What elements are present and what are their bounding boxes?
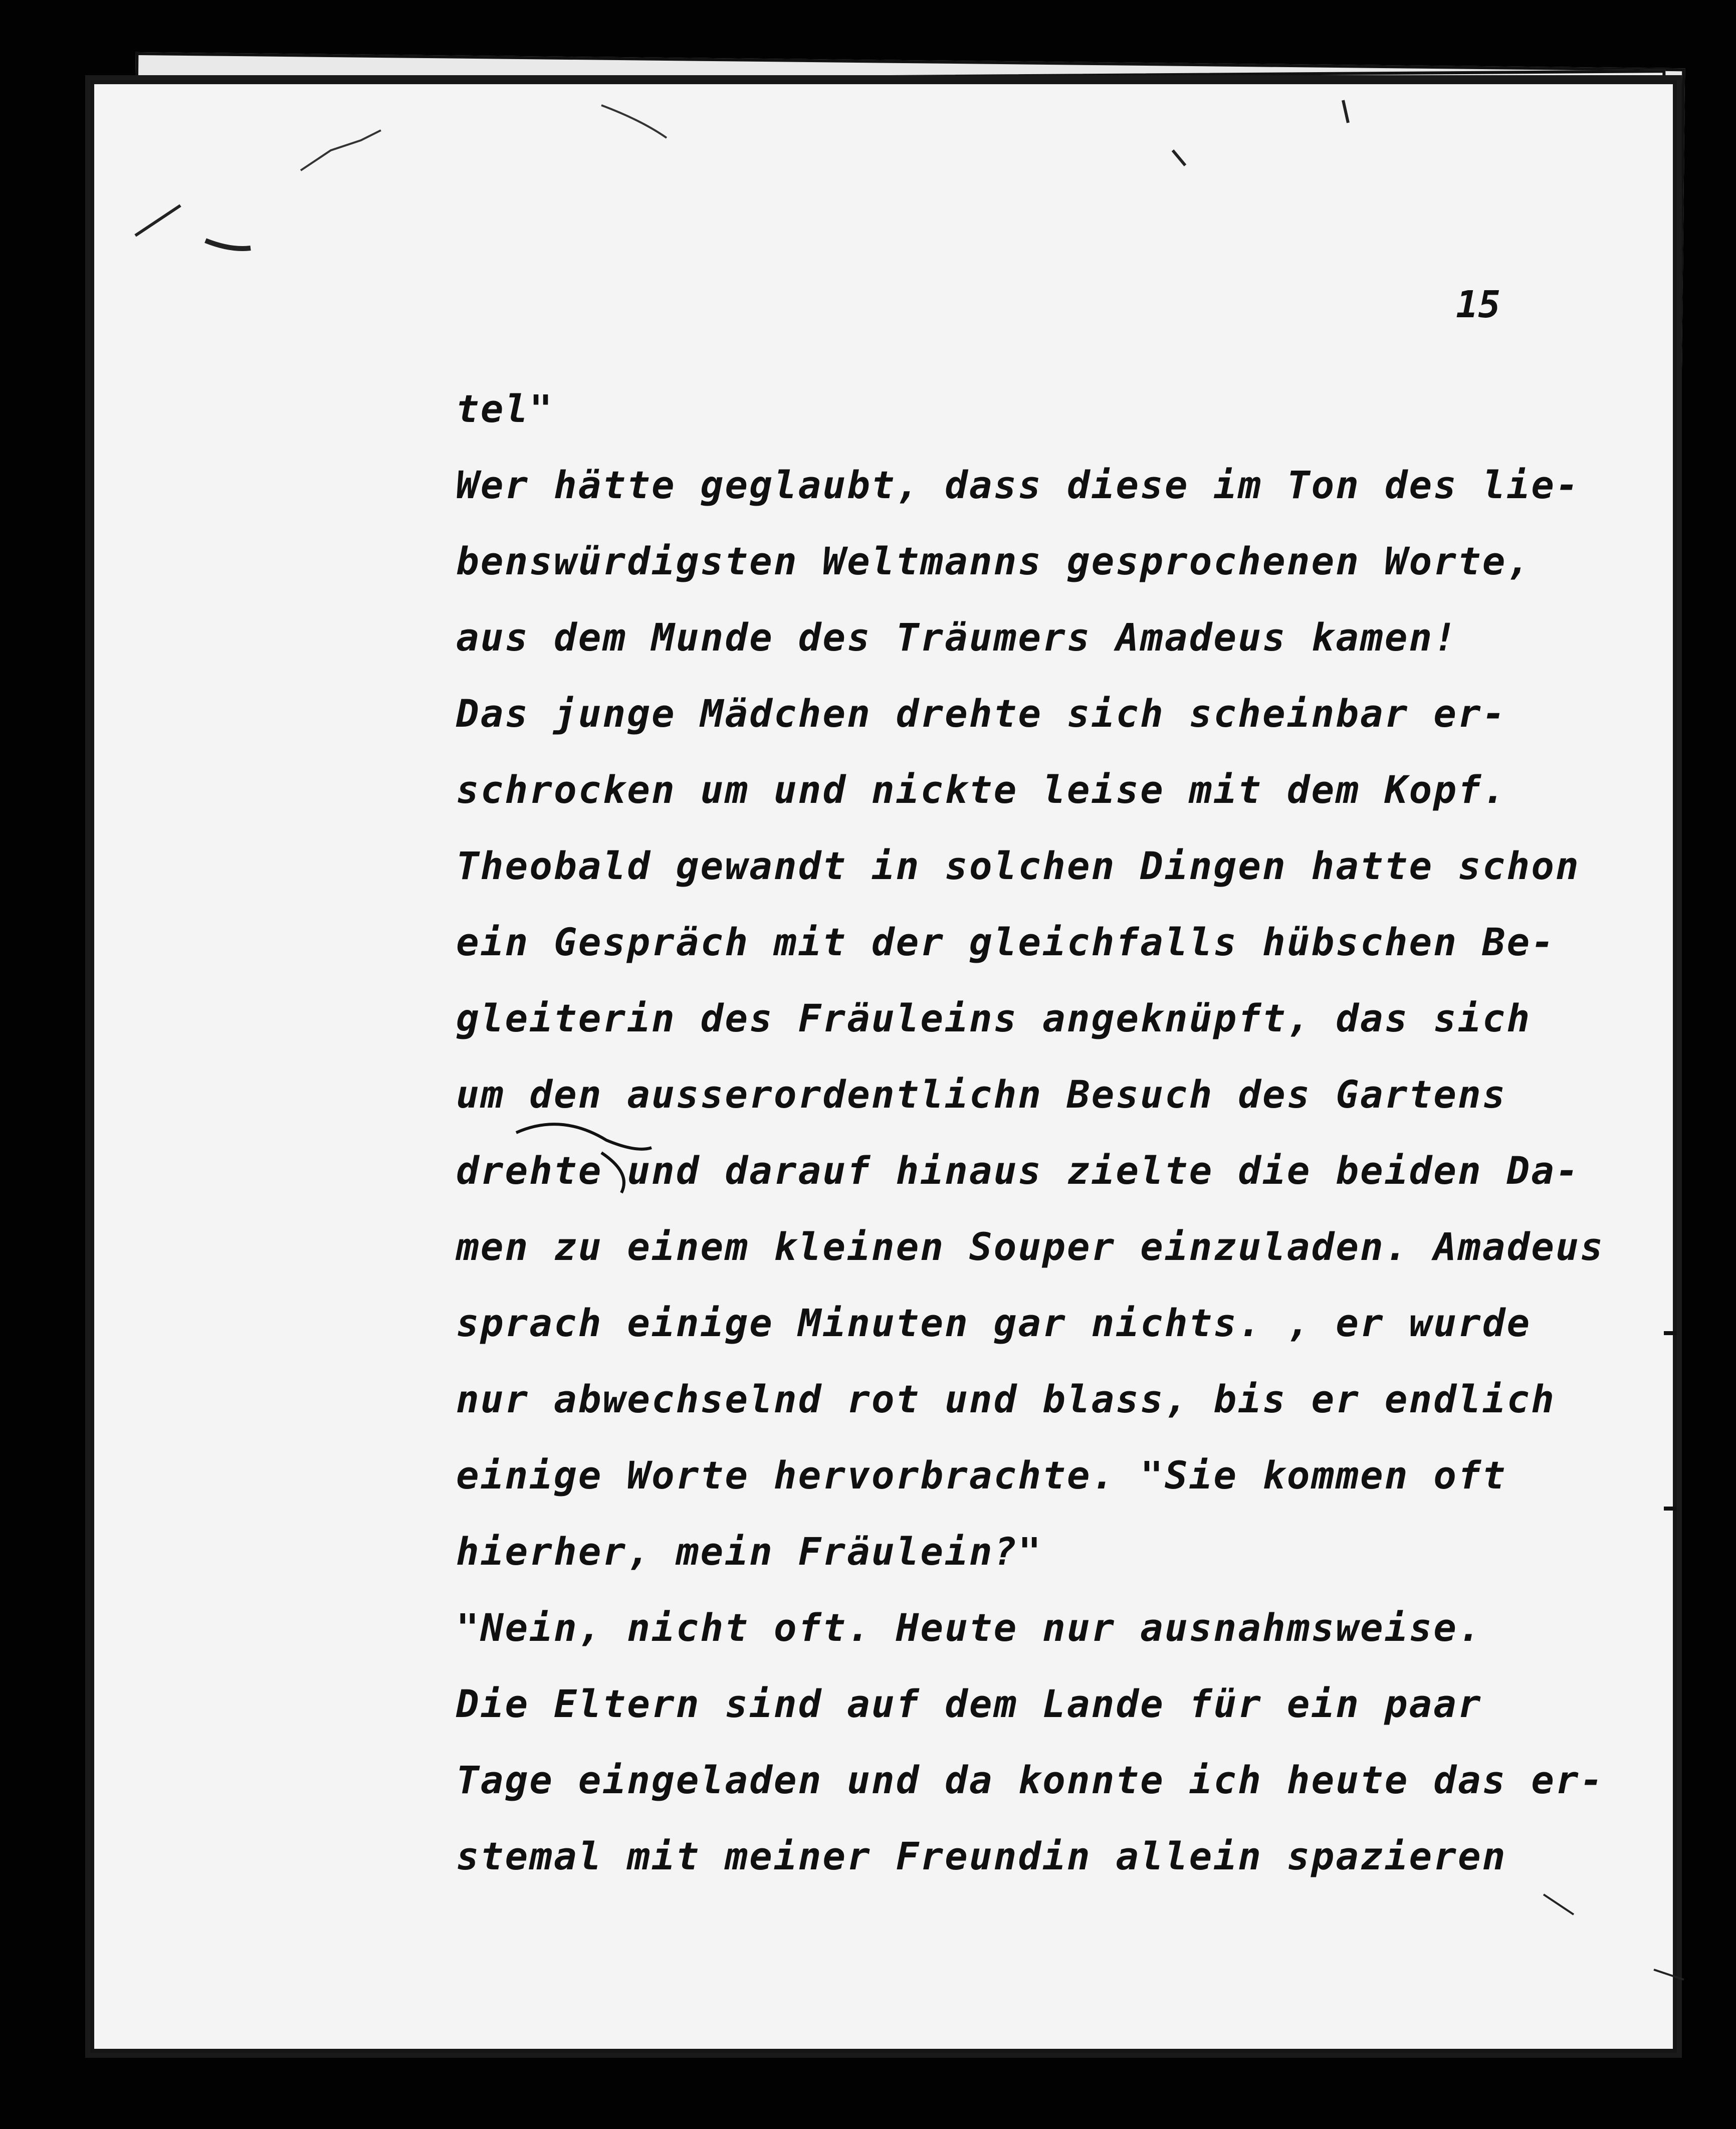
text-line: sprach einige Minuten gar nichts. , er wurde [456,1301,1532,1345]
text-line: drehte und darauf hinaus zielte die beiden Da- [456,1148,1580,1193]
text-line: ein Gespräch mit der gleichfalls hübschen Be- [456,920,1556,964]
page-number: 15 [1456,283,1501,326]
text-line: stemal mit meiner Freundin allein spazieren [456,1834,1507,1878]
text-line: tel" [456,386,554,431]
text-line: Die Eltern sind auf dem Lande für ein paar [456,1681,1482,1726]
text-line: gleiterin des Fräuleins angeknüpft, das sich [456,996,1532,1040]
text-line: benswürdigsten Weltmanns gesprochenen Worte, [456,539,1532,583]
text-line: aus dem Munde des Träumers Amadeus kamen! [456,615,1458,660]
text-line: schrocken um und nickte leise mit dem Kopf. [456,767,1507,812]
text-line: um den ausserordentlichn Besuch des Gartens [456,1072,1507,1117]
text-line: nur abwechselnd rot und blass, bis er endlich [456,1377,1556,1421]
text-line: Theobald gewandt in solchen Dingen hatte schon [456,843,1580,888]
text-line: einige Worte hervorbrachte. "Sie kommen oft [456,1453,1507,1498]
text-line: Das junge Mädchen drehte sich scheinbar er- [456,691,1507,736]
body-text [456,371,1605,1894]
text-line: Wer hätte geglaubt, dass diese im Ton des lie- [456,463,1580,507]
text-line: hierher, mein Fräulein?" [456,1529,1043,1574]
text-line: "Nein, nicht oft. Heute nur ausnahmsweise. [456,1605,1482,1650]
text-line: Tage eingeladen und da konnte ich heute das er- [456,1758,1605,1802]
text-line: men zu einem kleinen Souper einzuladen. Amadeus [456,1224,1605,1269]
